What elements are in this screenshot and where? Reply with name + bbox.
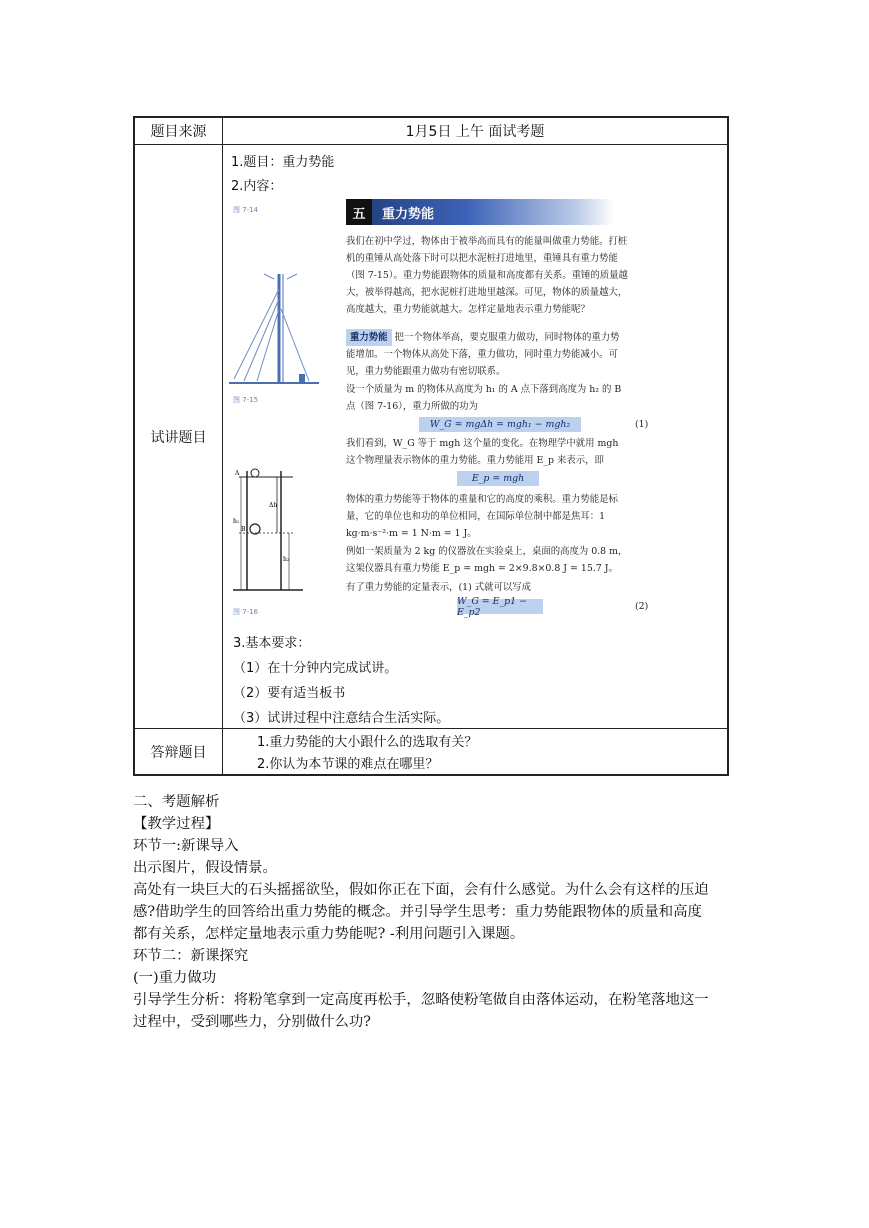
paragraph-2-text: 把一个物体举高，要克服重力做功，同时物体的重力势能增加。一个物体从高处下落，重力做功，同时重力势能减小。可见，重力势能跟重力做功有密切联系。 (346, 332, 620, 377)
paragraph-3: 设一个质量为 m 的物体从高度为 h₁ 的 A 点下落到高度为 h₂ 的 B 点（图 7-16），重力所做的功为 (346, 384, 622, 412)
pile-driver-figure (229, 269, 319, 389)
fig-7-16-label: 图 7-16 (233, 608, 259, 616)
step-1-line-2c: 都有关系，怎样定量地表示重力势能呢? -利用问题引入课题。 (133, 926, 525, 942)
formula-3: W_G = E_p1 − E_p2 (457, 599, 543, 614)
subsection-heading: (一)重力做功 (133, 970, 217, 986)
trial-row (135, 145, 727, 729)
trial-label: 试讲题目 (135, 145, 223, 728)
topic: 1.题目：重力势能 (231, 155, 335, 170)
paragraph-5: 物体的重力势能等于物体的重量和它的高度的乘积。重力势能是标量，它的单位也和功的单位相同，在国际单位制中都是焦耳：1 kg·m·s⁻²·m = 1 N·m = 1 J。 (346, 494, 618, 539)
teaching-process-heading: 【教学过程】 (133, 816, 220, 832)
paragraph-6: 例如一架质量为 2 kg 的仪器放在实验桌上，桌面的高度为 0.8 m，这架仪器具有重力势能 E_p = mgh = 2×9.8×0.8 J = 15.7 J。 (346, 546, 628, 574)
paragraph-2 (346, 329, 628, 381)
fig-7-14-label: 图 7-14 (233, 206, 259, 214)
question-1: 1.重力势能的大小跟什么的选取有关？ (257, 735, 478, 750)
label-h1: h₁ (233, 518, 240, 525)
label-b: B (241, 526, 246, 533)
fig-7-15-label: 图 7-15 (233, 396, 259, 404)
falling-object-figure (233, 465, 303, 595)
label-a: A (235, 470, 240, 477)
formula-2: E_p = mgh (457, 471, 539, 486)
content-label: 2.内容： (231, 179, 283, 194)
formula-3-number: (2) (635, 601, 649, 612)
step-2-heading: 环节二：新课探究 (133, 948, 249, 964)
analysis-heading: 二、考题解析 (133, 794, 220, 810)
source-row (135, 118, 727, 145)
step-1-line-2b: 感?借助学生的回答给出重力势能的概念。并引导学生思考：重力势能跟物体的质量和高度 (133, 904, 702, 920)
formula-1: W_G = mgΔh = mgh₁ − mgh₂ (419, 417, 581, 432)
defense-row (135, 729, 727, 774)
label-h2: h₂ (283, 556, 290, 563)
section-title: 重力势能 (382, 207, 435, 222)
paragraph-7: 有了重力势能的定量表示，(1) 式就可以写成 (346, 582, 532, 593)
term-tag: 重力势能 (346, 329, 392, 346)
section-number: 五 (346, 199, 372, 225)
source-value: 1月5日 上午 面试考题 (405, 124, 545, 140)
trial-content (223, 145, 727, 728)
section-banner (346, 199, 614, 225)
step-1-heading: 环节一:新课导入 (133, 838, 239, 854)
requirement-1: （1）在十分钟内完成试讲。 (233, 661, 398, 676)
formula-1-number: (1) (635, 419, 649, 430)
requirements-title: 3.基本要求： (233, 636, 311, 651)
paragraph-4: 我们看到，W_G 等于 mgh 这个量的变化。在物理学中就用 mgh 这个物理量表示物体的重力势能。重力势能用 E_p 来表示，即 (346, 438, 619, 466)
exam-table (133, 116, 729, 776)
step-2-line-b: 过程中，受到哪些力，分别做什么功? (133, 1014, 371, 1030)
step-1-line-2a: 高处有一块巨大的石头摇摇欲坠，假如你正在下面，会有什么感觉。为什么会有这样的压迫 (133, 882, 709, 898)
paragraph-1: 我们在初中学过，物体由于被举高而具有的能量叫做重力势能。打桩机的重锤从高处落下时可以把水泥桩打进地里，重锤具有重力势能（图 7-15）。重力势能跟物体的质量和高度都有关系。重锤的质量越大，被举得越高，把水泥桩打进地里越深。可见，物体的质量越大，高度越大，重力势能就越大。怎样定量地表示重力势能呢？ (346, 236, 628, 315)
step-1-line-1: 出示图片，假设情景。 (133, 860, 277, 876)
label-dh: Δh (269, 502, 278, 509)
requirement-2: （2）要有适当板书 (233, 686, 346, 701)
defense-label: 答辩题目 (135, 729, 223, 774)
question-2: 2.你认为本节课的难点在哪里？ (257, 757, 439, 772)
requirement-3: （3）试讲过程中注意结合生活实际。 (233, 711, 450, 726)
textbook-excerpt (223, 199, 727, 623)
step-2-line-a: 引导学生分析：将粉笔拿到一定高度再松手，忽略使粉笔做自由落体运动，在粉笔落地这一 (133, 992, 709, 1008)
source-label: 题目来源 (135, 118, 223, 144)
